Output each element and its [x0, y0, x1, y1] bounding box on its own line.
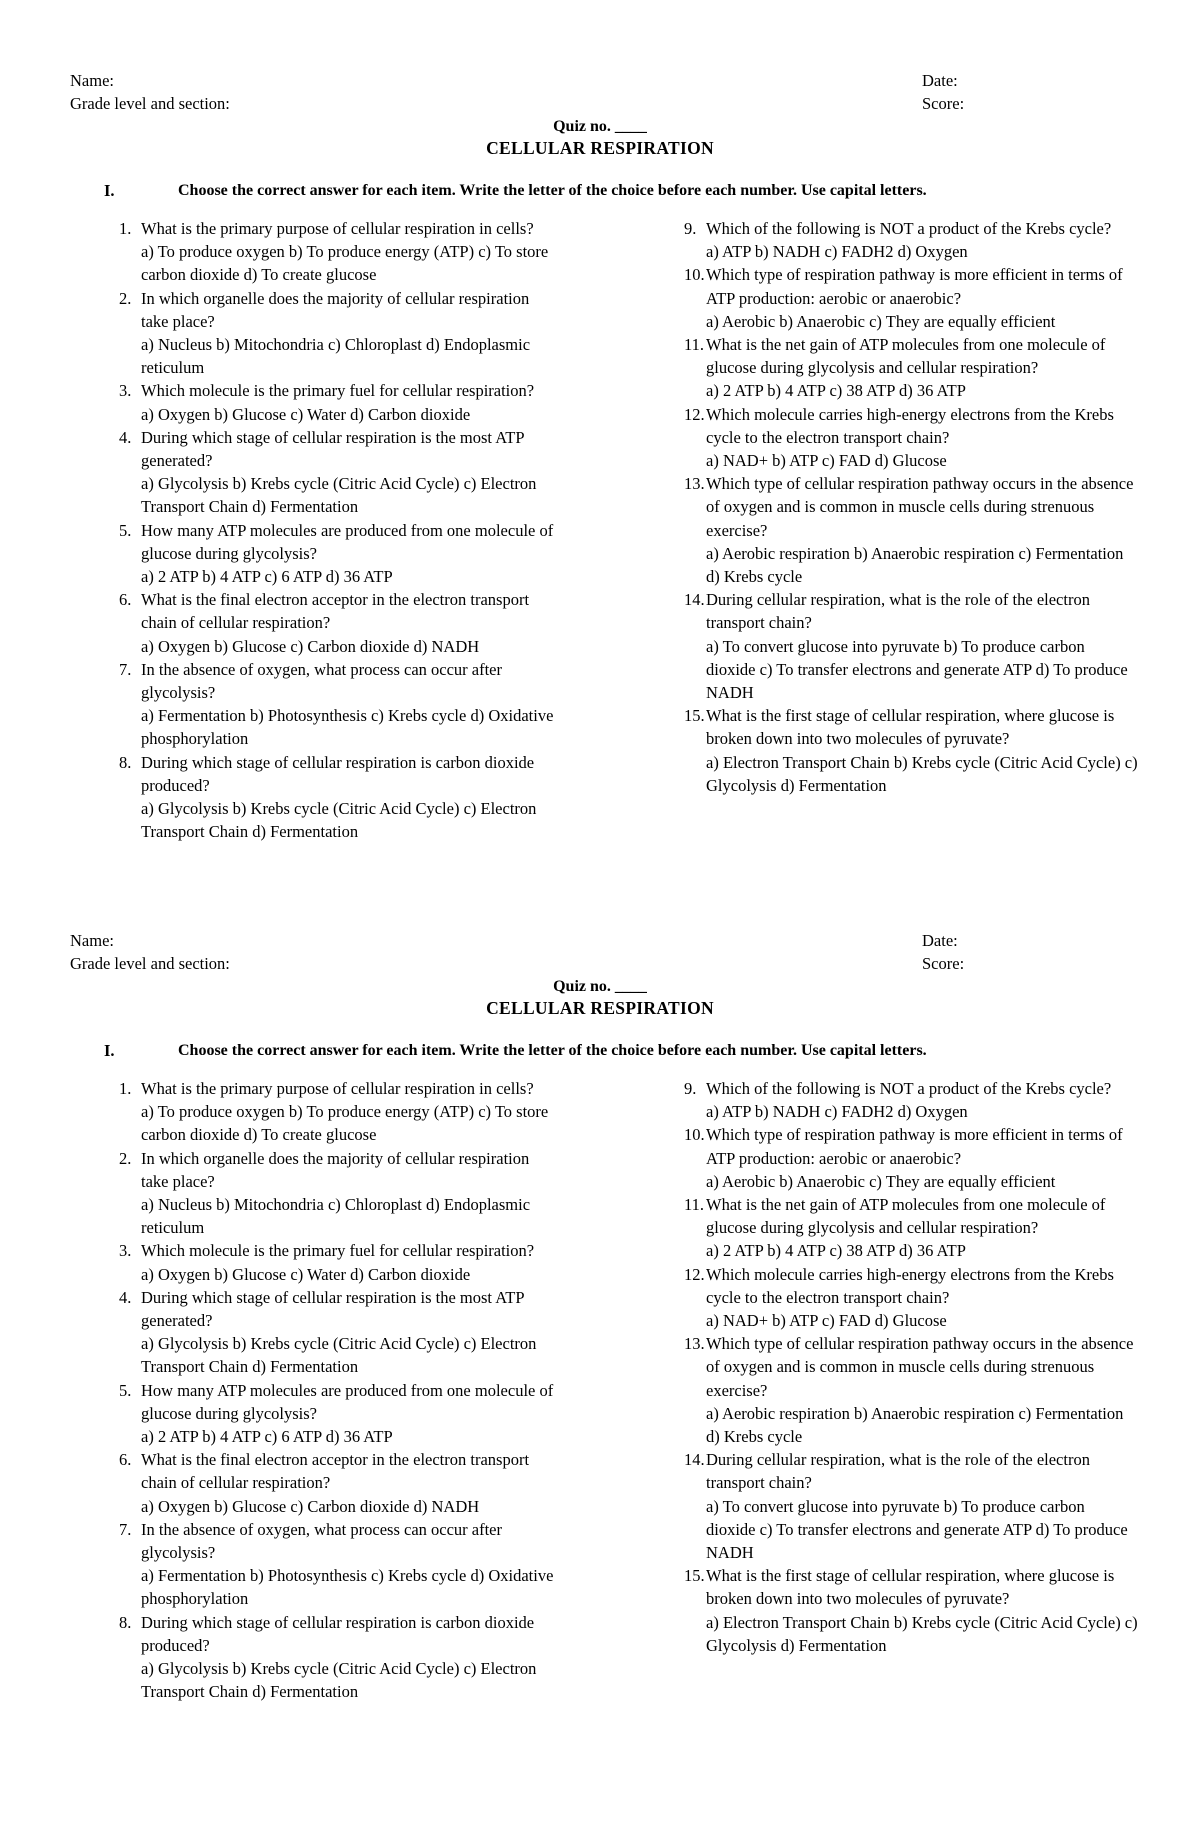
question-item [98, 519, 558, 589]
question-choices: a) Nucleus b) Mitochondria c) Chloroplast d) Endoplasmic reticulum [141, 335, 531, 378]
question-item [665, 588, 1145, 704]
question-item [665, 403, 1145, 473]
section-number: I. [104, 181, 115, 200]
question-choices: a) Aerobic respiration b) Anaerobic respiration c) Fermentation d) Krebs cycle [706, 543, 1124, 587]
question-text: What is the primary purpose of cellular respiration in cells? [141, 219, 534, 238]
question-item [665, 217, 1145, 263]
question-item [98, 1448, 558, 1518]
question-number: 7. [119, 659, 132, 679]
question-item [665, 263, 1145, 333]
question-item [98, 1077, 558, 1147]
question-choices: a) Glycolysis b) Krebs cycle (Citric Acid Cycle) c) Electron Transport Chain d) Fermentation [141, 799, 537, 842]
question-number: 9. [684, 219, 697, 238]
title-block [0, 115, 1200, 161]
question-number: 13. [684, 1334, 705, 1354]
question-choices: a) ATP b) NADH c) FADH2 d) Oxygen [706, 242, 968, 262]
question-text: In which organelle does the majority of cellular respiration take place? [141, 288, 530, 331]
student-info [70, 69, 230, 115]
question-item [665, 1193, 1145, 1263]
score-info [922, 929, 964, 975]
question-number: 2. [119, 1148, 132, 1168]
name-label: Name: [70, 931, 114, 950]
question-item [665, 333, 1145, 403]
question-item [665, 1263, 1145, 1333]
quiz-copy-2 [0, 929, 1200, 1784]
question-item [665, 472, 1145, 588]
question-number: 3. [119, 1241, 132, 1261]
question-number: 8. [119, 752, 132, 772]
score-label: Score: [922, 94, 965, 113]
question-choices: a) Aerobic b) Anaerobic c) They are equally efficient [706, 1171, 1056, 1191]
question-choices: a) Oxygen b) Glucose c) Water d) Carbon dioxide [141, 404, 471, 424]
question-text: Which type of respiration pathway is more efficient in terms of ATP production: aerobic or anaerobic? [706, 265, 1123, 308]
question-number: 4. [119, 1287, 132, 1307]
question-text: Which of the following is NOT a product of the Krebs cycle? [706, 219, 1112, 238]
question-number: 11. [684, 1195, 705, 1215]
question-choices: a) Aerobic b) Anaerobic c) They are equally efficient [706, 311, 1056, 331]
date-label: Date: [922, 931, 958, 950]
quiz-title: CELLULAR RESPIRATION [486, 138, 714, 158]
question-choices: a) Electron Transport Chain b) Krebs cycle (Citric Acid Cycle) c) Glycolysis d) Fermentation [706, 1612, 1138, 1655]
questions-right-column [665, 1077, 1145, 1657]
question-text: During which stage of cellular respiration is carbon dioxide produced? [141, 752, 535, 795]
question-item [98, 588, 558, 658]
question-choices: a) 2 ATP b) 4 ATP c) 38 ATP d) 36 ATP [706, 1241, 966, 1261]
quiz-number: Quiz no. ____ [553, 118, 647, 135]
question-number: 9. [684, 1079, 697, 1098]
question-text: How many ATP molecules are produced from one molecule of glucose during glycolysis? [141, 1380, 554, 1423]
question-choices: a) 2 ATP b) 4 ATP c) 6 ATP d) 36 ATP [141, 567, 393, 587]
question-item [665, 1332, 1145, 1448]
question-number: 10. [684, 265, 705, 285]
question-text: What is the first stage of cellular respiration, where glucose is broken down into two molecules of pyruvate? [706, 706, 1115, 749]
question-text: Which molecule carries high-energy electrons from the Krebs cycle to the electron transport chain? [706, 404, 1114, 447]
question-item [98, 426, 558, 519]
question-number: 8. [119, 1612, 132, 1632]
question-text: Which of the following is NOT a product of the Krebs cycle? [706, 1079, 1112, 1098]
question-choices: a) NAD+ b) ATP c) FAD d) Glucose [706, 451, 947, 471]
question-choices: a) NAD+ b) ATP c) FAD d) Glucose [706, 1311, 947, 1331]
question-choices: a) To produce oxygen b) To produce energy (ATP) c) To store carbon dioxide d) To create glucose [141, 242, 549, 285]
grade-label: Grade level and section: [70, 954, 230, 973]
question-number: 12. [684, 404, 705, 424]
question-number: 5. [119, 1380, 132, 1400]
student-info [70, 929, 230, 975]
question-text: How many ATP molecules are produced from one molecule of glucose during glycolysis? [141, 520, 554, 563]
question-choices: a) ATP b) NADH c) FADH2 d) Oxygen [706, 1102, 968, 1122]
questions-left-column [98, 217, 558, 843]
section-number: I. [104, 1041, 115, 1060]
question-item [98, 751, 558, 844]
question-text: What is the net gain of ATP molecules from one molecule of glucose during glycolysis and cellular respiration? [706, 335, 1106, 378]
question-choices: a) Aerobic respiration b) Anaerobic respiration c) Fermentation d) Krebs cycle [706, 1403, 1124, 1447]
name-label: Name: [70, 71, 114, 90]
question-choices: a) Oxygen b) Glucose c) Carbon dioxide d) NADH [141, 636, 480, 656]
question-item [98, 287, 558, 380]
score-label: Score: [922, 954, 965, 973]
quiz-title: CELLULAR RESPIRATION [486, 998, 714, 1018]
question-number: 6. [119, 1450, 132, 1470]
question-number: 5. [119, 520, 132, 540]
question-choices: a) To convert glucose into pyruvate b) To produce carbon dioxide c) To transfer electrons and generate ATP d) To produce NADH [706, 636, 1128, 703]
grade-label: Grade level and section: [70, 94, 230, 113]
question-item [665, 1077, 1145, 1123]
question-number: 11. [684, 335, 705, 355]
question-text: Which type of cellular respiration pathway occurs in the absence of oxygen and is common in muscle cells during strenuous exercise? [706, 474, 1134, 540]
question-item [98, 658, 558, 751]
question-choices: a) Glycolysis b) Krebs cycle (Citric Acid Cycle) c) Electron Transport Chain d) Fermentation [141, 1334, 537, 1377]
question-number: 12. [684, 1264, 705, 1284]
question-number: 15. [684, 1566, 705, 1586]
question-item [665, 1123, 1145, 1193]
question-item [98, 1611, 558, 1704]
question-choices: a) Oxygen b) Glucose c) Water d) Carbon dioxide [141, 1264, 471, 1284]
quiz-number: Quiz no. ____ [553, 978, 647, 995]
question-item [98, 1379, 558, 1449]
question-number: 1. [119, 1079, 132, 1098]
question-text: What is the net gain of ATP molecules from one molecule of glucose during glycolysis and cellular respiration? [706, 1195, 1106, 1238]
question-item [665, 1564, 1145, 1657]
section-instruction: Choose the correct answer for each item. Write the letter of the choice before each number. Use capital letters. [178, 182, 927, 199]
question-choices: a) Glycolysis b) Krebs cycle (Citric Acid Cycle) c) Electron Transport Chain d) Fermentation [141, 1659, 537, 1702]
question-text: Which type of cellular respiration pathway occurs in the absence of oxygen and is common in muscle cells during strenuous exercise? [706, 1334, 1134, 1400]
question-number: 10. [684, 1125, 705, 1145]
question-number: 1. [119, 219, 132, 238]
question-item [98, 1286, 558, 1379]
question-text: During which stage of cellular respiration is the most ATP generated? [141, 1287, 524, 1331]
question-text: During cellular respiration, what is the role of the electron transport chain? [706, 1450, 1090, 1493]
question-choices: a) Fermentation b) Photosynthesis c) Krebs cycle d) Oxidative phosphorylation [141, 1566, 554, 1609]
question-number: 14. [684, 590, 705, 610]
question-item [98, 1239, 558, 1285]
section-heading [0, 179, 1200, 205]
question-item [98, 379, 558, 425]
question-text: What is the final electron acceptor in the electron transport chain of cellular respiration? [141, 1450, 530, 1493]
question-item [98, 1518, 558, 1611]
question-text: Which molecule is the primary fuel for cellular respiration? [141, 1241, 535, 1261]
question-number: 3. [119, 381, 132, 401]
question-number: 4. [119, 427, 132, 447]
title-block [0, 975, 1200, 1021]
question-text: Which type of respiration pathway is more efficient in terms of ATP production: aerobic or anaerobic? [706, 1125, 1123, 1168]
question-item [665, 1448, 1145, 1564]
questions-right-column [665, 217, 1145, 797]
question-text: What is the final electron acceptor in the electron transport chain of cellular respiration? [141, 590, 530, 633]
question-choices: a) Glycolysis b) Krebs cycle (Citric Acid Cycle) c) Electron Transport Chain d) Fermentation [141, 474, 537, 517]
question-number: 6. [119, 590, 132, 610]
question-choices: a) 2 ATP b) 4 ATP c) 6 ATP d) 36 ATP [141, 1427, 393, 1447]
question-text: During which stage of cellular respiration is carbon dioxide produced? [141, 1612, 535, 1655]
quiz-copy-1 [0, 69, 1200, 924]
question-choices: a) Electron Transport Chain b) Krebs cycle (Citric Acid Cycle) c) Glycolysis d) Fermentation [706, 752, 1138, 795]
question-text: In the absence of oxygen, what process can occur after glycolysis? [141, 1519, 503, 1563]
question-item [665, 704, 1145, 797]
question-item [98, 1147, 558, 1240]
question-choices: a) To produce oxygen b) To produce energy (ATP) c) To store carbon dioxide d) To create glucose [141, 1102, 549, 1145]
question-choices: a) 2 ATP b) 4 ATP c) 38 ATP d) 36 ATP [706, 381, 966, 401]
question-text: What is the primary purpose of cellular respiration in cells? [141, 1079, 534, 1098]
question-text: During which stage of cellular respiration is the most ATP generated? [141, 427, 524, 471]
question-number: 13. [684, 474, 705, 494]
question-text: What is the first stage of cellular respiration, where glucose is broken down into two molecules of pyruvate? [706, 1566, 1115, 1609]
question-number: 7. [119, 1519, 132, 1539]
score-info [922, 69, 964, 115]
question-number: 2. [119, 288, 132, 308]
question-choices: a) Fermentation b) Photosynthesis c) Krebs cycle d) Oxidative phosphorylation [141, 706, 554, 749]
question-text: Which molecule carries high-energy electrons from the Krebs cycle to the electron transport chain? [706, 1264, 1114, 1307]
questions-left-column [98, 1077, 558, 1703]
question-text: In the absence of oxygen, what process can occur after glycolysis? [141, 659, 503, 703]
section-instruction: Choose the correct answer for each item. Write the letter of the choice before each number. Use capital letters. [178, 1042, 927, 1059]
question-text: In which organelle does the majority of cellular respiration take place? [141, 1148, 530, 1191]
question-choices: a) Nucleus b) Mitochondria c) Chloroplast d) Endoplasmic reticulum [141, 1195, 531, 1238]
question-number: 14. [684, 1450, 705, 1470]
section-heading [0, 1039, 1200, 1065]
question-text: Which molecule is the primary fuel for cellular respiration? [141, 381, 535, 401]
question-choices: a) To convert glucose into pyruvate b) To produce carbon dioxide c) To transfer electrons and generate ATP d) To produce NADH [706, 1496, 1128, 1563]
question-choices: a) Oxygen b) Glucose c) Carbon dioxide d) NADH [141, 1496, 480, 1516]
question-number: 15. [684, 706, 705, 726]
question-item [98, 217, 558, 287]
date-label: Date: [922, 71, 958, 90]
question-text: During cellular respiration, what is the role of the electron transport chain? [706, 590, 1090, 633]
